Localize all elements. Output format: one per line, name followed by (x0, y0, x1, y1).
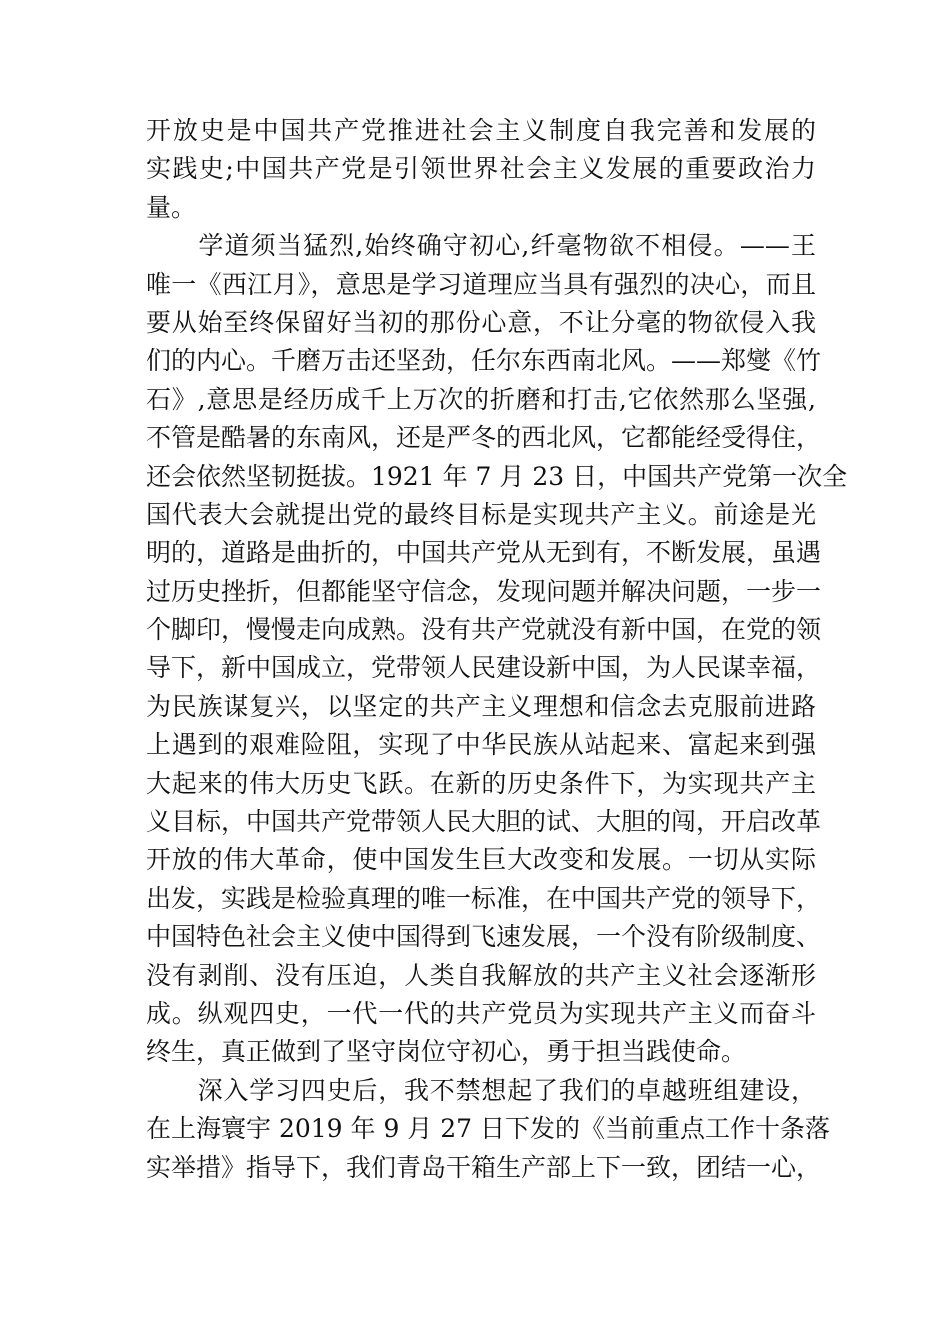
text-line: 开放史是中国共产党推进社会主义制度自我完善和发展的 (146, 116, 816, 145)
paragraph-2 (146, 227, 848, 1072)
text-line: 义目标，中国共产党带领人民大胆的试、大胆的闯，开启改革 (146, 807, 822, 837)
text-line: 在上海寰宇 2019 年 9 月 27 日下发的《当前重点工作十条落 (146, 1114, 831, 1144)
text-line: 大起来的伟大历史飞跃。在新的历史条件下，为实现共产主 (146, 768, 816, 798)
text-line: 实举措》指导下，我们青岛干箱生产部上下一致，团结一心， (146, 1152, 822, 1182)
text-line: 还会依然坚韧挺拔。1921 年 7 月 23 日，中国共产党第一次全 (146, 461, 848, 491)
text-line: 深入学习四史后，我不禁想起了我们的卓越班组建设， (146, 1075, 816, 1105)
text-line: 明的，道路是曲折的，中国共产党从无到有，不断发展，虽遇 (146, 538, 822, 568)
text-line: 实践史;中国共产党是引领世界社会主义发展的重要政治力 (146, 154, 816, 184)
text-line: 不管是酷暑的东南风，还是严冬的西北风，它都能经受得住， (146, 423, 822, 453)
text-line: 学道须当猛烈,始终确守初心,纤毫物欲不相侵。——王 (146, 231, 816, 261)
text-line: 个脚印，慢慢走向成熟。没有共产党就没有新中国，在党的领 (146, 615, 822, 645)
text-line: 出发，实践是检验真理的唯一标准，在中国共产党的领导下， (146, 883, 822, 913)
text-line: 终生，真正做到了坚守岗位守初心，勇于担当践使命。 (146, 1037, 747, 1067)
text-line: 中国特色社会主义使中国得到飞速发展，一个没有阶级制度、 (146, 922, 822, 952)
text-line: 上遇到的艰难险阻，实现了中华民族从站起来、富起来到强 (146, 730, 816, 760)
text-line: 量。 (146, 192, 197, 222)
text-line: 没有剥削、没有压迫，人类自我解放的共产主义社会逐渐形 (146, 960, 816, 990)
body-text (146, 112, 848, 1187)
text-line: 为民族谋复兴，以坚定的共产主义理想和信念去克服前进路 (146, 691, 816, 721)
paragraph-3 (146, 1072, 831, 1187)
text-line: 石》,意思是经历成千上万次的折磨和打击,它依然那么坚强, (146, 384, 816, 414)
text-line: 国代表大会就提出党的最终目标是实现共产主义。前途是光 (146, 499, 816, 529)
text-line: 过历史挫折，但都能坚守信念，发现问题并解决问题，一步一 (146, 576, 822, 606)
paragraph-1 (146, 112, 816, 227)
text-line: 们的内心。千磨万击还坚劲，任尔东西南北风。——郑燮《竹 (146, 346, 822, 376)
text-line: 导下，新中国成立，党带领人民建设新中国，为人民谋幸福， (146, 653, 822, 683)
text-line: 开放的伟大革命，使中国发生巨大改变和发展。一切从实际 (146, 845, 816, 875)
text-line: 唯一《西江月》，意思是学习道理应当具有强烈的决心，而且 (146, 269, 816, 299)
text-line: 要从始至终保留好当初的那份心意，不让分毫的物欲侵入我 (146, 307, 816, 337)
text-line: 成。纵观四史，一代一代的共产党员为实现共产主义而奋斗 (146, 998, 816, 1028)
